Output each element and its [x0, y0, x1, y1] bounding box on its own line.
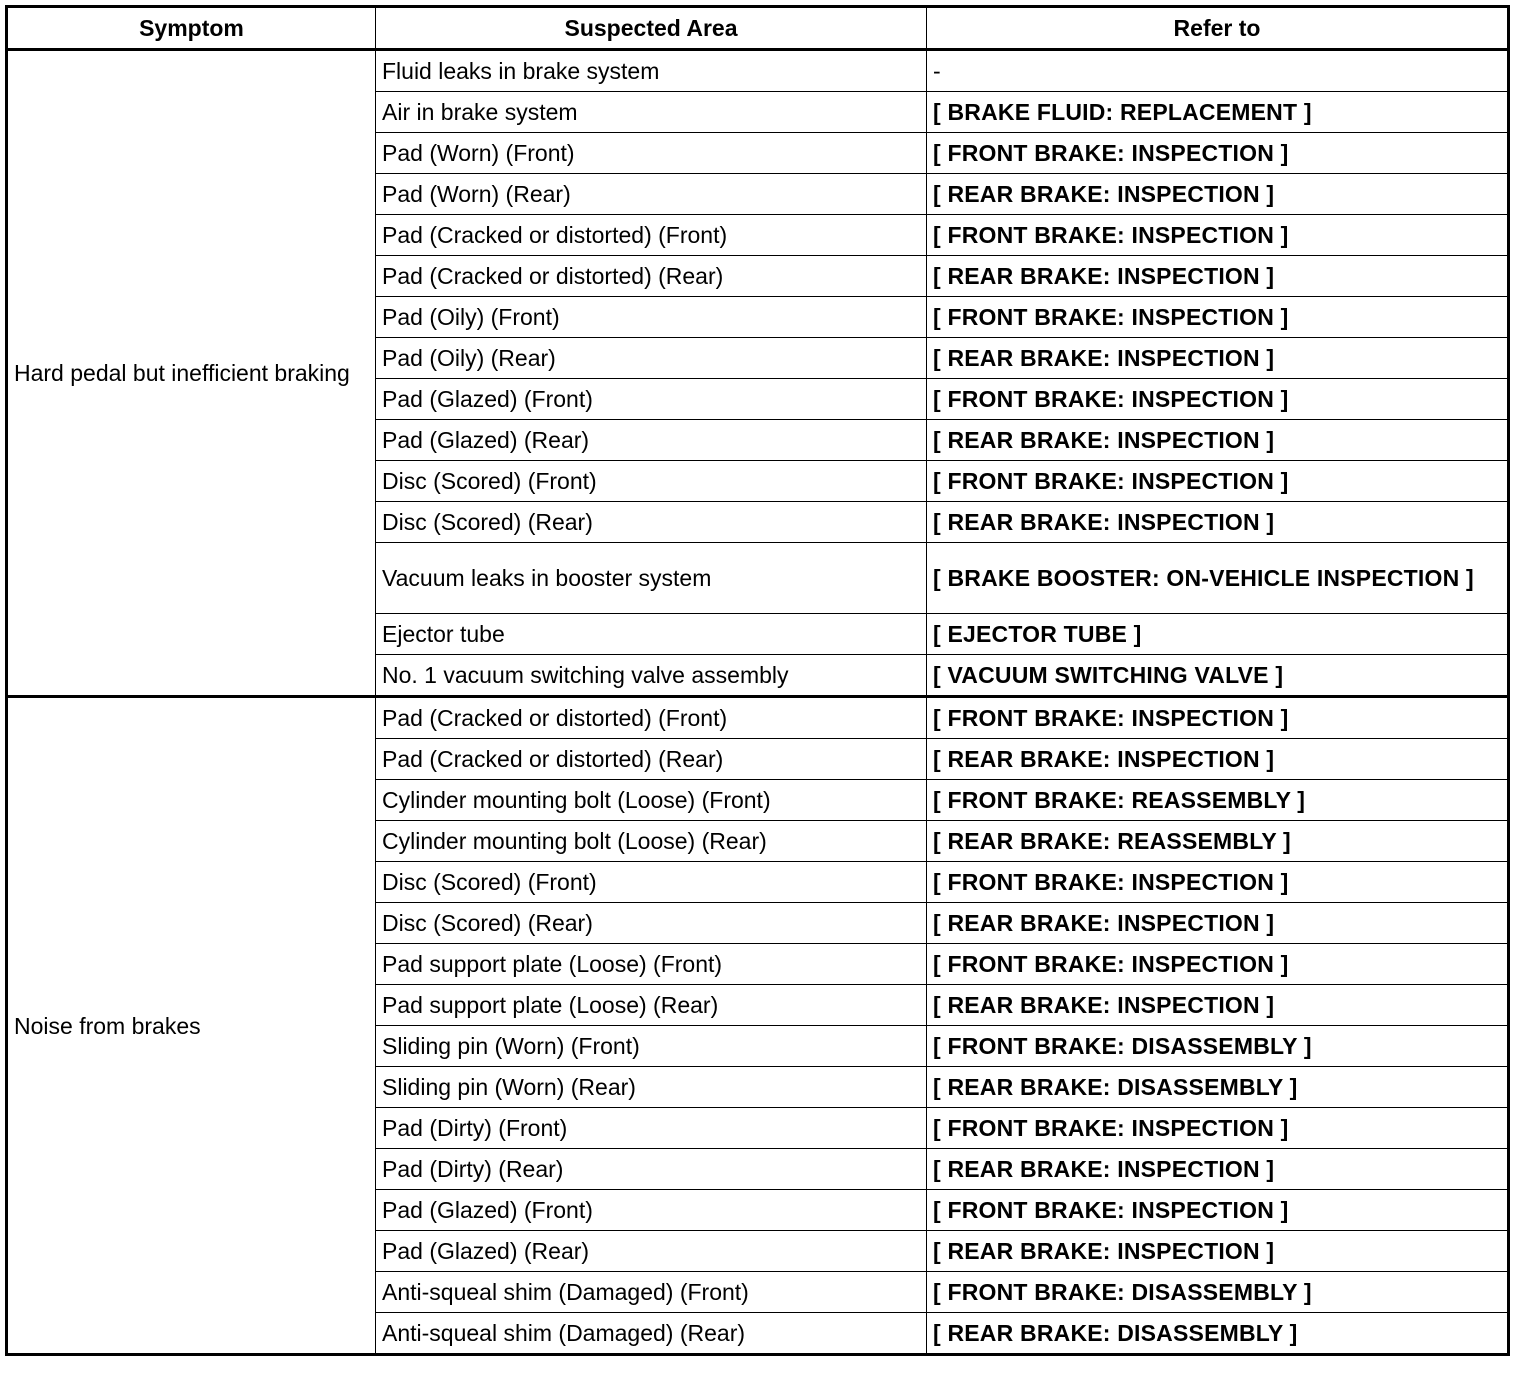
refer-to-cell: [ REAR BRAKE: INSPECTION ] [927, 739, 1509, 780]
suspected-area-cell: Pad (Worn) (Rear) [376, 174, 927, 215]
refer-to-cell: [ REAR BRAKE: INSPECTION ] [927, 502, 1509, 543]
table-header [7, 7, 1509, 50]
suspected-area-cell: Pad (Dirty) (Front) [376, 1108, 927, 1149]
suspected-area-cell: Pad (Glazed) (Front) [376, 1190, 927, 1231]
suspected-area-cell: Pad (Dirty) (Rear) [376, 1149, 927, 1190]
suspected-area-cell: Sliding pin (Worn) (Rear) [376, 1067, 927, 1108]
suspected-area-cell: Anti-squeal shim (Damaged) (Front) [376, 1272, 927, 1313]
suspected-area-cell: Cylinder mounting bolt (Loose) (Rear) [376, 821, 927, 862]
table-row [7, 50, 1509, 92]
suspected-area-cell: Disc (Scored) (Front) [376, 461, 927, 502]
refer-to-cell: [ FRONT BRAKE: INSPECTION ] [927, 862, 1509, 903]
suspected-area-cell: Air in brake system [376, 92, 927, 133]
refer-to-cell: [ REAR BRAKE: INSPECTION ] [927, 903, 1509, 944]
suspected-area-cell: Pad (Oily) (Rear) [376, 338, 927, 379]
suspected-area-cell: Pad (Cracked or distorted) (Rear) [376, 256, 927, 297]
header-suspected-area: Suspected Area [376, 7, 927, 50]
refer-to-cell: [ FRONT BRAKE: REASSEMBLY ] [927, 780, 1509, 821]
suspected-area-cell: Pad (Glazed) (Rear) [376, 1231, 927, 1272]
symptom-cell: Hard pedal but inefficient braking [7, 50, 376, 697]
refer-to-cell: [ REAR BRAKE: INSPECTION ] [927, 1231, 1509, 1272]
suspected-area-cell: Pad (Cracked or distorted) (Front) [376, 697, 927, 739]
refer-to-cell: [ REAR BRAKE: REASSEMBLY ] [927, 821, 1509, 862]
header-symptom: Symptom [7, 7, 376, 50]
refer-to-cell: [ BRAKE FLUID: REPLACEMENT ] [927, 92, 1509, 133]
refer-to-cell: [ FRONT BRAKE: INSPECTION ] [927, 1190, 1509, 1231]
refer-to-cell: [ FRONT BRAKE: INSPECTION ] [927, 944, 1509, 985]
header-refer-to: Refer to [927, 7, 1509, 50]
refer-to-cell: [ REAR BRAKE: DISASSEMBLY ] [927, 1313, 1509, 1355]
table-body [7, 50, 1509, 1355]
header-row [7, 7, 1509, 50]
suspected-area-cell: Pad (Glazed) (Rear) [376, 420, 927, 461]
refer-to-cell: [ FRONT BRAKE: INSPECTION ] [927, 215, 1509, 256]
refer-to-cell: [ FRONT BRAKE: INSPECTION ] [927, 461, 1509, 502]
suspected-area-cell: Sliding pin (Worn) (Front) [376, 1026, 927, 1067]
suspected-area-cell: Disc (Scored) (Rear) [376, 502, 927, 543]
suspected-area-cell: Pad support plate (Loose) (Rear) [376, 985, 927, 1026]
refer-to-cell: [ EJECTOR TUBE ] [927, 614, 1509, 655]
refer-to-cell: [ REAR BRAKE: INSPECTION ] [927, 985, 1509, 1026]
symptom-cell: Noise from brakes [7, 697, 376, 1355]
suspected-area-cell: Pad (Oily) (Front) [376, 297, 927, 338]
suspected-area-cell: Anti-squeal shim (Damaged) (Rear) [376, 1313, 927, 1355]
refer-to-cell: [ REAR BRAKE: DISASSEMBLY ] [927, 1067, 1509, 1108]
suspected-area-cell: Pad (Glazed) (Front) [376, 379, 927, 420]
suspected-area-cell: Pad support plate (Loose) (Front) [376, 944, 927, 985]
refer-to-cell: [ REAR BRAKE: INSPECTION ] [927, 174, 1509, 215]
suspected-area-cell: Disc (Scored) (Front) [376, 862, 927, 903]
suspected-area-cell: Fluid leaks in brake system [376, 50, 927, 92]
suspected-area-cell: Disc (Scored) (Rear) [376, 903, 927, 944]
diagnosis-table [5, 5, 1510, 1356]
refer-to-cell: [ FRONT BRAKE: DISASSEMBLY ] [927, 1026, 1509, 1067]
suspected-area-cell: Pad (Cracked or distorted) (Rear) [376, 739, 927, 780]
refer-to-cell: [ REAR BRAKE: INSPECTION ] [927, 256, 1509, 297]
suspected-area-cell: No. 1 vacuum switching valve assembly [376, 655, 927, 697]
refer-to-cell: [ FRONT BRAKE: DISASSEMBLY ] [927, 1272, 1509, 1313]
suspected-area-cell: Pad (Cracked or distorted) (Front) [376, 215, 927, 256]
refer-to-cell: [ REAR BRAKE: INSPECTION ] [927, 338, 1509, 379]
table-row [7, 697, 1509, 739]
refer-to-cell: [ VACUUM SWITCHING VALVE ] [927, 655, 1509, 697]
refer-to-cell: [ FRONT BRAKE: INSPECTION ] [927, 297, 1509, 338]
suspected-area-cell: Pad (Worn) (Front) [376, 133, 927, 174]
suspected-area-cell: Cylinder mounting bolt (Loose) (Front) [376, 780, 927, 821]
refer-to-cell: [ REAR BRAKE: INSPECTION ] [927, 420, 1509, 461]
refer-to-cell: [ BRAKE BOOSTER: ON-VEHICLE INSPECTION ] [927, 543, 1509, 614]
refer-to-cell: [ FRONT BRAKE: INSPECTION ] [927, 697, 1509, 739]
refer-to-cell: [ FRONT BRAKE: INSPECTION ] [927, 1108, 1509, 1149]
suspected-area-cell: Vacuum leaks in booster system [376, 543, 927, 614]
suspected-area-cell: Ejector tube [376, 614, 927, 655]
refer-to-cell: - [927, 50, 1509, 92]
refer-to-cell: [ REAR BRAKE: INSPECTION ] [927, 1149, 1509, 1190]
refer-to-cell: [ FRONT BRAKE: INSPECTION ] [927, 133, 1509, 174]
refer-to-cell: [ FRONT BRAKE: INSPECTION ] [927, 379, 1509, 420]
